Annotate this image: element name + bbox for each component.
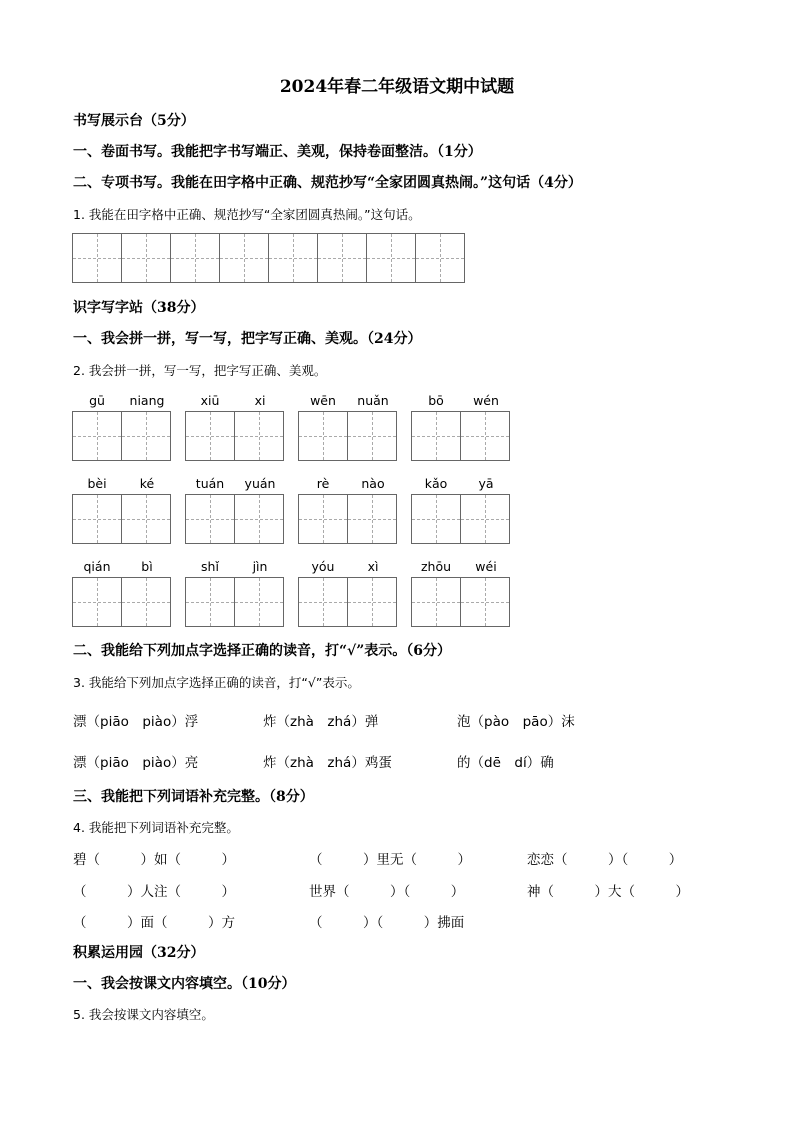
pinyin-syllable: wén [473,393,499,408]
section-heading-accumulation: 积累运用园（32分） [73,945,205,961]
reading-choice[interactable]: 炸（zhà zhá）鸡蛋 [263,755,392,771]
page-title: 2024年春二年级语文期中试题 [279,77,515,97]
writing-cell[interactable] [186,578,235,626]
question-copy-sentence: 二、专项书写。我能在田字格中正确、规范抄写“全家团圆真热闹。”这句话（4分） [73,175,582,191]
question-complete-words: 三、我能把下列词语补充完整。（8分） [73,789,314,805]
writing-cell[interactable] [186,495,235,543]
writing-cell[interactable] [299,495,348,543]
writing-grid[interactable] [411,577,510,627]
section-heading-literacy: 识字写字站（38分） [73,300,205,316]
writing-cell[interactable] [235,578,283,626]
writing-cell[interactable] [73,234,122,282]
pinyin-syllable: zhōu [420,559,452,574]
question-fill-blanks: 一、我会按课文内容填空。（10分） [73,976,296,992]
writing-grid[interactable] [298,577,397,627]
writing-grid[interactable] [298,494,397,544]
writing-cell[interactable] [412,578,461,626]
question-pinyin-writing: 一、我会拼一拼，写一写，把字写正确、美观。（24分） [73,331,422,347]
word-blank[interactable]: 恋恋（ ）（ ） [527,852,683,868]
writing-cell[interactable] [73,578,122,626]
writing-cell[interactable] [122,234,171,282]
word-blank[interactable]: 世界（ ）（ ） [309,884,465,900]
writing-cell[interactable] [461,495,509,543]
pinyin-syllable: niang [129,393,165,408]
pinyin-syllable: shǐ [201,559,219,574]
copy-writing-grid[interactable] [72,233,465,283]
writing-grid[interactable] [72,577,171,627]
writing-cell[interactable] [416,234,464,282]
writing-cell[interactable] [122,495,170,543]
writing-grid[interactable] [185,411,284,461]
word-blank[interactable]: （ ）面（ ）方 [73,915,235,931]
pinyin-syllable: qián [83,559,111,574]
section-heading-writing: 书写展示台（5分） [73,113,195,129]
writing-cell[interactable] [412,412,461,460]
pinyin-syllable: xiū [200,393,220,408]
pinyin-syllable: wéi [475,559,497,574]
pinyin-syllable: yuán [244,476,276,491]
reading-choice[interactable]: 漂（piāo piào）浮 [73,714,199,730]
writing-cell[interactable] [412,495,461,543]
pinyin-syllable: xì [367,559,379,574]
word-blank[interactable]: （ ）（ ）拂面 [309,915,465,931]
writing-cell[interactable] [269,234,318,282]
pinyin-label [72,476,172,492]
item-4: 4. 我能把下列词语补充完整。 [73,820,239,835]
reading-choice[interactable]: 的（dē dí）确 [457,755,554,771]
pinyin-label [298,476,398,492]
pinyin-syllable: jìn [252,559,268,574]
writing-grid[interactable] [411,494,510,544]
reading-choice[interactable]: 漂（piāo piào）亮 [73,755,199,771]
writing-cell[interactable] [318,234,367,282]
pinyin-syllable: rè [316,476,330,491]
word-blank[interactable]: 神（ ）大（ ） [527,884,689,900]
writing-cell[interactable] [186,412,235,460]
writing-cell[interactable] [299,578,348,626]
pinyin-label [72,393,172,409]
pinyin-label [411,559,511,575]
item-1: 1. 我能在田字格中正确、规范抄写“全家团圆真热闹。”这句话。 [73,207,421,222]
writing-cell[interactable] [220,234,269,282]
writing-cell[interactable] [367,234,416,282]
pinyin-syllable: yā [478,476,494,491]
writing-cell[interactable] [122,578,170,626]
pinyin-syllable: wēn [310,393,336,408]
pinyin-syllable: bì [141,559,153,574]
pinyin-syllable: nào [361,476,385,491]
writing-cell[interactable] [461,412,509,460]
pinyin-syllable: nuǎn [357,393,389,408]
writing-cell[interactable] [348,578,396,626]
pinyin-label [411,393,511,409]
pinyin-syllable: xi [254,393,266,408]
writing-cell[interactable] [171,234,220,282]
pinyin-syllable: ké [139,476,155,491]
word-blank[interactable]: 碧（ ）如（ ） [73,852,235,868]
writing-grid[interactable] [72,411,171,461]
writing-cell[interactable] [461,578,509,626]
question-pronunciation: 二、我能给下列加点字选择正确的读音，打“√”表示。（6分） [73,643,452,659]
writing-cell[interactable] [73,412,122,460]
writing-grid[interactable] [185,577,284,627]
writing-grid[interactable] [72,494,171,544]
pinyin-syllable: bō [428,393,444,408]
item-3: 3. 我能给下列加点字选择正确的读音，打“√”表示。 [73,675,360,690]
item-2: 2. 我会拼一拼，写一写，把字写正确、美观。 [73,363,327,378]
reading-choice[interactable]: 泡（pào pāo）沫 [457,714,575,730]
writing-cell[interactable] [235,412,283,460]
pinyin-label [298,559,398,575]
pinyin-syllable: kǎo [424,476,448,491]
word-blank[interactable]: （ ）人注（ ） [73,884,235,900]
pinyin-label [72,559,172,575]
pinyin-label [185,559,285,575]
question-neatness: 一、卷面书写。我能把字书写端正、美观，保持卷面整洁。（1分） [73,144,482,160]
pinyin-label [298,393,398,409]
pinyin-label [185,476,285,492]
writing-cell[interactable] [348,495,396,543]
writing-cell[interactable] [348,412,396,460]
writing-grid[interactable] [411,411,510,461]
pinyin-syllable: gū [89,393,105,408]
writing-grid[interactable] [298,411,397,461]
pinyin-label [185,393,285,409]
writing-cell[interactable] [73,495,122,543]
writing-grid[interactable] [185,494,284,544]
pinyin-syllable: yóu [311,559,335,574]
reading-choice[interactable]: 炸（zhà zhá）弹 [263,714,379,730]
pinyin-label [411,476,511,492]
writing-cell[interactable] [299,412,348,460]
pinyin-syllable: bèi [87,476,107,491]
pinyin-syllable: tuán [195,476,225,491]
item-5: 5. 我会按课文内容填空。 [73,1007,214,1022]
writing-cell[interactable] [122,412,170,460]
word-blank[interactable]: （ ）里无（ ） [309,852,471,868]
writing-cell[interactable] [235,495,283,543]
